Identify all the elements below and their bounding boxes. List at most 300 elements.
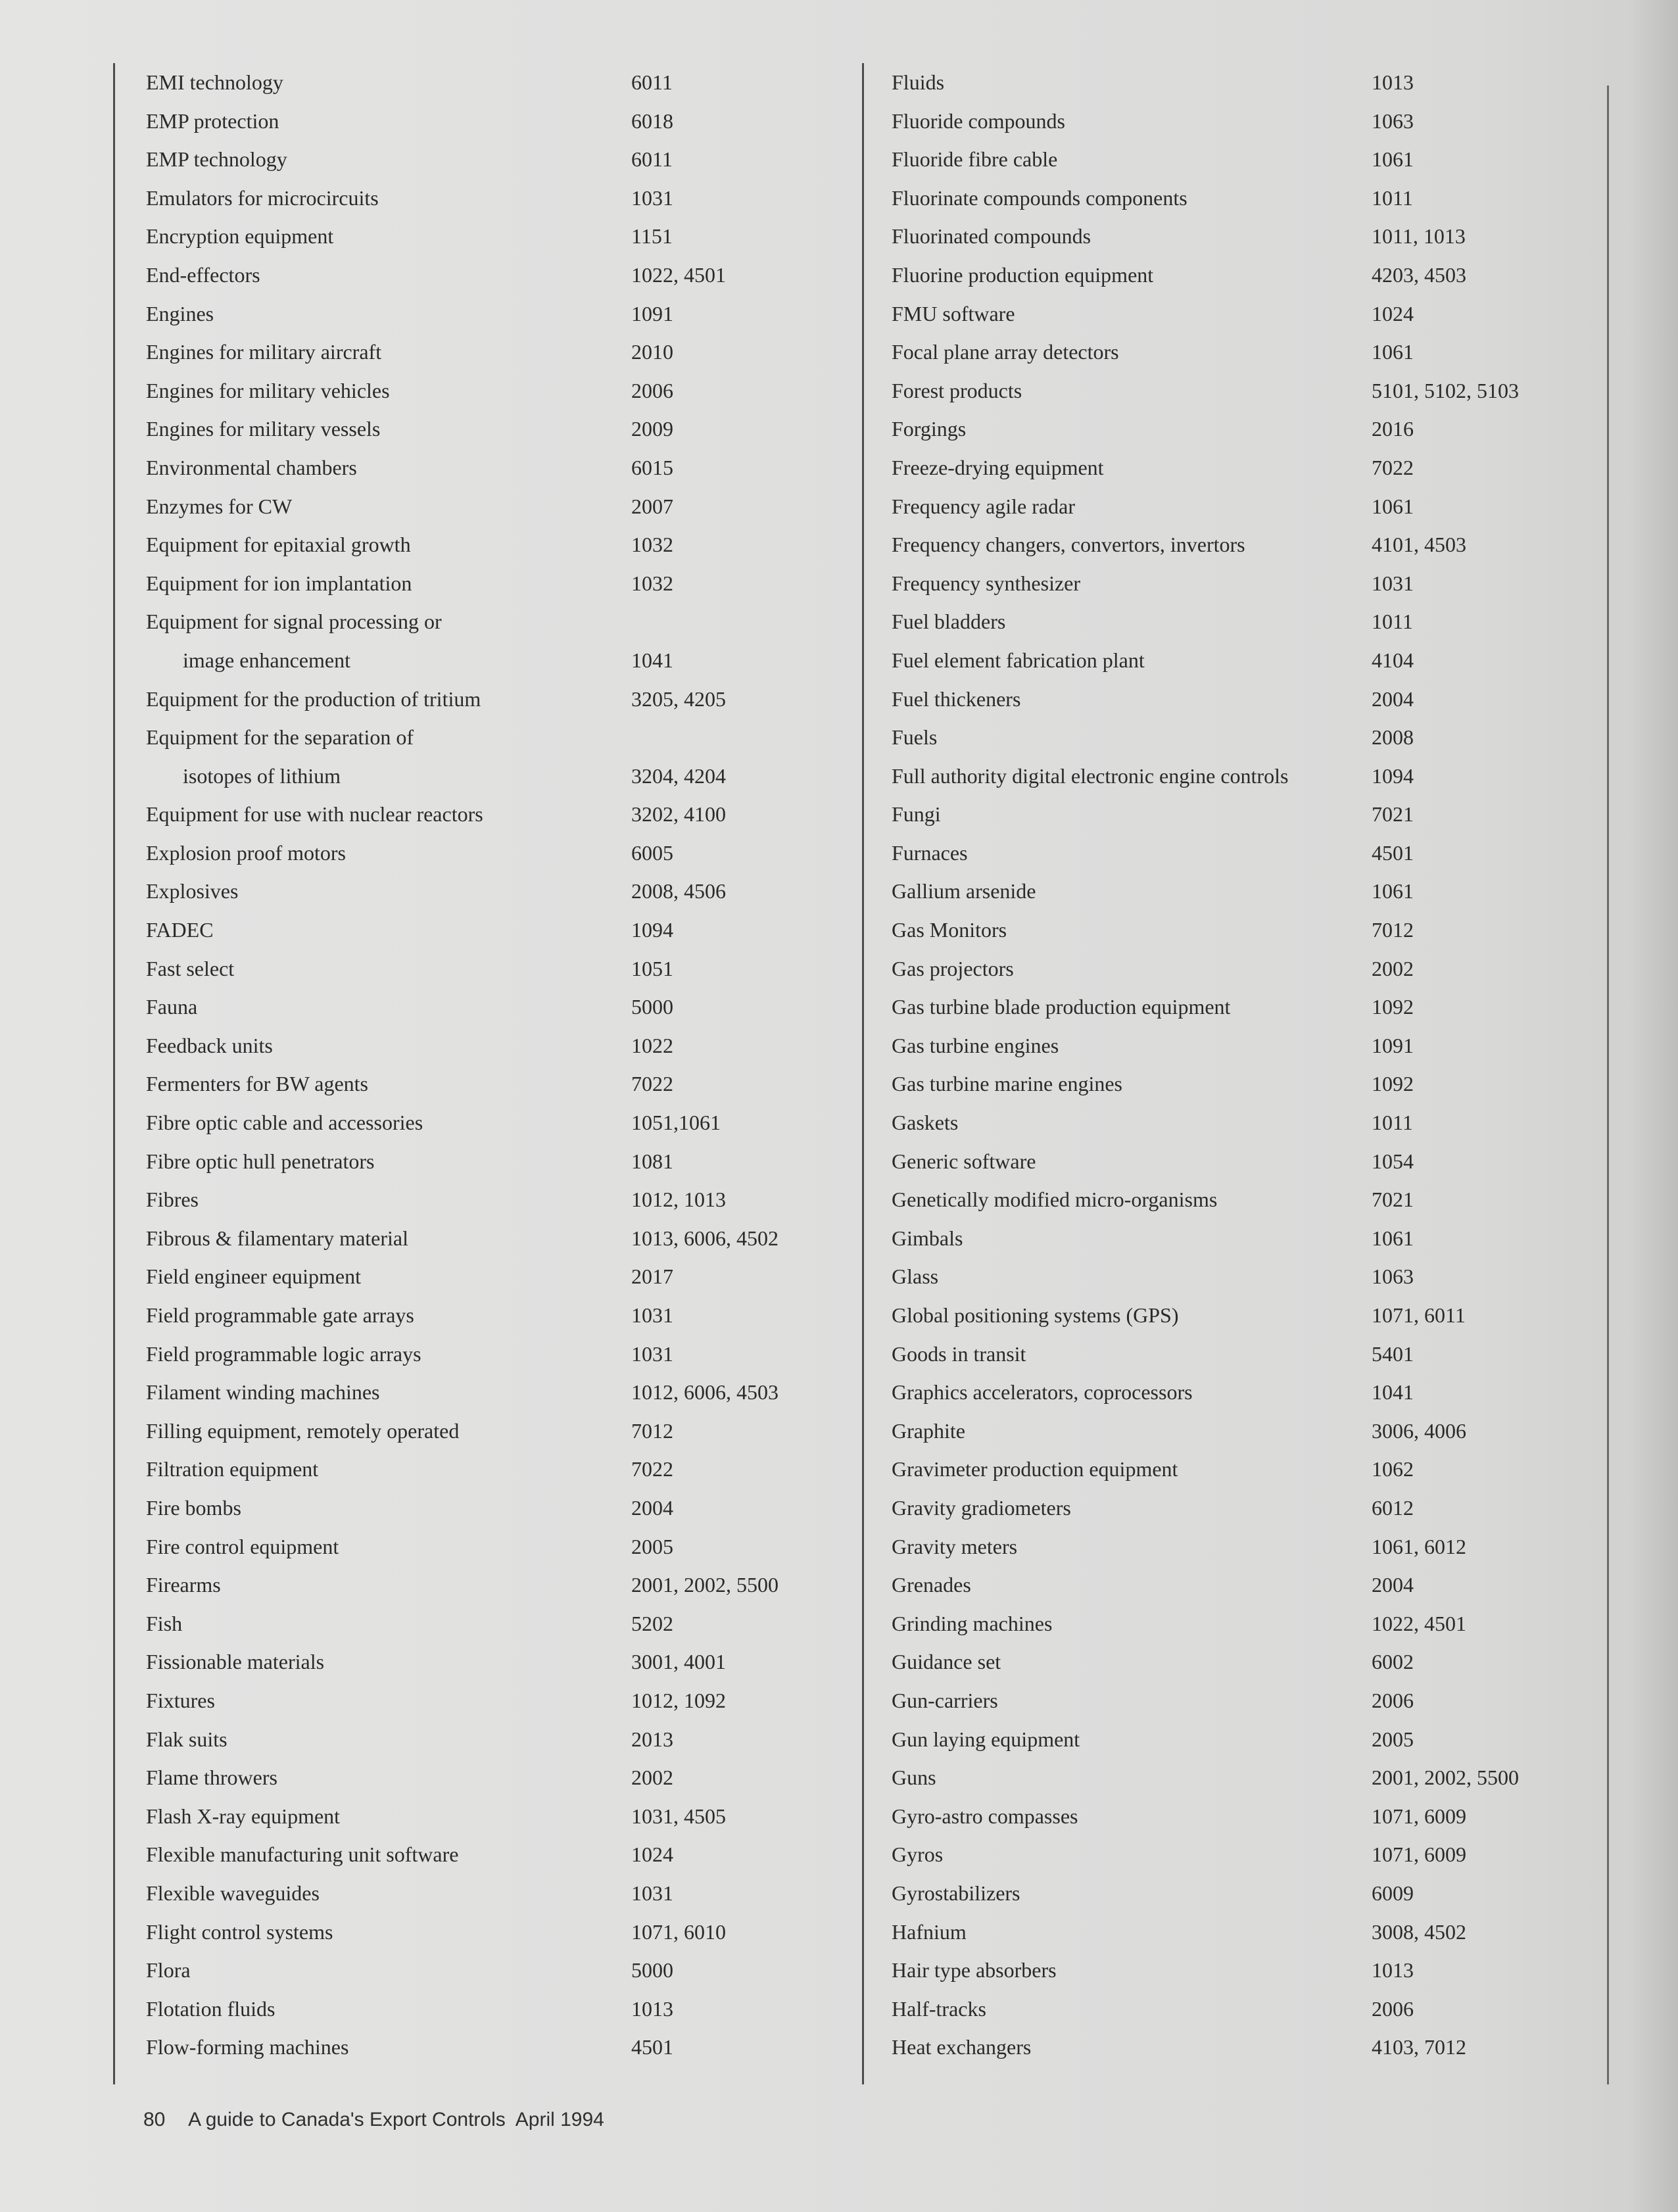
index-entry (146, 1758, 850, 1797)
index-entry (146, 372, 850, 410)
index-entry (892, 834, 1595, 873)
index-entry (892, 1026, 1595, 1065)
index-term: Engines (146, 301, 214, 325)
index-entry (146, 718, 850, 757)
index-entry (892, 1065, 1595, 1103)
index-term: Fungi (892, 802, 941, 827)
index-term: Forgings (892, 417, 967, 441)
index-term: Fixtures (146, 1688, 215, 1712)
index-entry (892, 564, 1595, 603)
index-term: Flora (146, 1958, 191, 1983)
index-term: Gun-carriers (892, 1688, 998, 1712)
index-entry (146, 1296, 850, 1335)
control-list-code: 2001, 2002, 5500 (631, 1573, 779, 1597)
index-entry (146, 63, 850, 102)
index-entry (892, 1951, 1595, 1990)
publication-title: A guide to Canada's Export Controls April 1994 (188, 2109, 604, 2130)
control-list-code: 5000 (631, 1958, 673, 1983)
index-term: Fuels (892, 725, 938, 750)
index-entry (892, 718, 1595, 757)
control-list-code: 1041 (631, 648, 673, 672)
index-entry (892, 1913, 1595, 1952)
index-term: Equipment for use with nuclear reactors (146, 802, 483, 827)
index-term: Graphite (892, 1418, 965, 1443)
index-term: Heat exchangers (892, 2035, 1032, 2059)
control-list-code: 2004 (1372, 686, 1414, 711)
control-list-code: 5000 (631, 995, 673, 1019)
index-term: Generic software (892, 1149, 1036, 1173)
index-entry (892, 795, 1595, 834)
index-entry (146, 1835, 850, 1874)
index-term: Gas turbine engines (892, 1033, 1059, 1057)
index-entry (146, 1065, 850, 1103)
index-entry (892, 1142, 1595, 1181)
index-entry (892, 1681, 1595, 1720)
page-edge-shadow (1632, 0, 1678, 2212)
control-list-code: 6005 (631, 840, 673, 865)
index-entry (892, 872, 1595, 911)
index-term: Full authority digital electronic engine controls (892, 763, 1289, 788)
index-term: Environmental chambers (146, 455, 357, 479)
control-list-code: 6002 (1372, 1650, 1414, 1674)
index-entry (892, 1219, 1595, 1258)
index-term: EMP protection (146, 108, 279, 133)
control-list-code: 7021 (1372, 1188, 1414, 1212)
index-term: Engines for military vehicles (146, 378, 390, 402)
control-list-code: 1061 (1372, 1226, 1414, 1250)
index-entry (146, 2028, 850, 2067)
index-entry (892, 1180, 1595, 1219)
control-list-code: 1012, 1013 (631, 1188, 726, 1212)
index-term: Grinding machines (892, 1611, 1053, 1635)
control-list-code: 2002 (1372, 956, 1414, 980)
control-list-code: 1063 (1372, 108, 1414, 133)
control-list-code: 1061, 6012 (1372, 1534, 1466, 1558)
index-term: Fuel bladders (892, 610, 1006, 634)
index-entry (892, 1835, 1595, 1874)
control-list-code: 1051,1061 (631, 1111, 721, 1135)
control-list-code: 1051 (631, 956, 673, 980)
index-entry (146, 641, 850, 680)
index-term: Frequency synthesizer (892, 571, 1081, 595)
index-term: Frequency changers, convertors, invertors (892, 533, 1245, 557)
index-term: Graphics accelerators, coprocessors (892, 1380, 1193, 1405)
index-term: Fire control equipment (146, 1534, 339, 1558)
index-term: Fluorine production equipment (892, 262, 1154, 287)
index-term: Firearms (146, 1573, 221, 1597)
index-term: Field engineer equipment (146, 1264, 362, 1289)
index-entry (146, 757, 850, 796)
index-term: Fluoride compounds (892, 108, 1065, 133)
control-list-code: 2013 (631, 1727, 673, 1751)
index-entry (146, 950, 850, 988)
control-list-code: 1031 (631, 185, 673, 210)
index-entry (146, 1913, 850, 1952)
control-list-code: 6012 (1372, 1495, 1414, 1520)
control-list-code: 1061 (1372, 879, 1414, 903)
control-list-code: 1094 (1372, 763, 1414, 788)
index-entry (146, 1180, 850, 1219)
index-term: Engines for military vessels (146, 417, 381, 441)
index-entry (892, 1489, 1595, 1527)
index-entry (146, 1874, 850, 1913)
control-list-code: 1013 (1372, 70, 1414, 94)
control-list-code: 2001, 2002, 5500 (1372, 1766, 1519, 1790)
index-term: Gas turbine marine engines (892, 1072, 1122, 1096)
index-term: Gravity meters (892, 1534, 1018, 1558)
control-list-code: 4501 (1372, 840, 1414, 865)
index-entry (146, 1219, 850, 1258)
index-term: Fire bombs (146, 1495, 241, 1520)
index-entry (146, 1257, 850, 1296)
index-term: Fluoride fibre cable (892, 147, 1058, 172)
control-list-code: 2010 (631, 340, 673, 364)
index-entry (892, 757, 1595, 796)
index-entry (892, 602, 1595, 641)
control-list-code: 2004 (1372, 1573, 1414, 1597)
index-entry (892, 448, 1595, 487)
index-term: Gallium arsenide (892, 879, 1036, 903)
index-term: Fluorinate compounds components (892, 185, 1187, 210)
index-term: isotopes of lithium (183, 763, 341, 788)
control-list-code: 1081 (631, 1149, 673, 1173)
control-list-code: 4203, 4503 (1372, 262, 1466, 287)
control-list-code: 1013 (1372, 1958, 1414, 1983)
index-entry (892, 295, 1595, 333)
control-list-code: 1071, 6009 (1372, 1804, 1466, 1828)
index-term: Gravimeter production equipment (892, 1457, 1178, 1481)
index-term: Equipment for signal processing or (146, 610, 442, 634)
index-entry (892, 1643, 1595, 1681)
index-entry (146, 217, 850, 256)
index-term: End-effectors (146, 262, 260, 287)
control-list-code: 1011 (1372, 185, 1413, 210)
control-list-code: 2017 (631, 1264, 673, 1289)
control-list-code: 5202 (631, 1611, 673, 1635)
index-entry (146, 1643, 850, 1681)
index-term: Equipment for the separation of (146, 725, 414, 750)
index-term: FADEC (146, 918, 214, 942)
control-list-code: 4101, 4503 (1372, 533, 1466, 557)
control-list-code: 3006, 4006 (1372, 1418, 1466, 1443)
index-term: Equipment for epitaxial growth (146, 533, 411, 557)
index-term: Guns (892, 1766, 936, 1790)
index-entry (146, 1489, 850, 1527)
index-entry (146, 1026, 850, 1065)
index-entry (146, 872, 850, 911)
control-list-code: 1011 (1372, 610, 1413, 634)
index-term: Flotation fluids (146, 1996, 276, 2021)
control-list-code: 2005 (1372, 1727, 1414, 1751)
index-term: Flow-forming machines (146, 2035, 349, 2059)
index-term: Gaskets (892, 1111, 959, 1135)
index-entry (146, 179, 850, 218)
index-term: Flame throwers (146, 1766, 277, 1790)
index-term: Fibre optic hull penetrators (146, 1149, 375, 1173)
index-term: Hair type absorbers (892, 1958, 1057, 1983)
index-entry (892, 1797, 1595, 1836)
index-entry (892, 1720, 1595, 1759)
index-entry (146, 1604, 850, 1643)
index-term: Fibres (146, 1188, 199, 1212)
index-entry (146, 1412, 850, 1451)
left-margin-rule (113, 63, 115, 2084)
index-entry (146, 680, 850, 719)
control-list-code: 4103, 7012 (1372, 2035, 1466, 2059)
control-list-code: 7021 (1372, 802, 1414, 827)
index-entry (146, 1681, 850, 1720)
index-entry (146, 295, 850, 333)
index-entry (146, 795, 850, 834)
index-term: Gun laying equipment (892, 1727, 1080, 1751)
index-entry (146, 333, 850, 372)
control-list-code: 4501 (631, 2035, 673, 2059)
index-term: Global positioning systems (GPS) (892, 1303, 1179, 1327)
index-entry (146, 911, 850, 950)
control-list-code: 1071, 6010 (631, 1919, 726, 1944)
index-term: EMI technology (146, 70, 283, 94)
control-list-code: 1024 (631, 1842, 673, 1867)
index-entry (146, 102, 850, 141)
index-entry (892, 1566, 1595, 1604)
index-term: Engines for military aircraft (146, 340, 382, 364)
right-margin-rule (1607, 85, 1609, 2084)
index-column-left (146, 63, 850, 2067)
control-list-code: 2008, 4506 (631, 879, 726, 903)
control-list-code: 1071, 6011 (1372, 1303, 1466, 1327)
control-list-code: 1061 (1372, 147, 1414, 172)
control-list-code: 1013 (631, 1996, 673, 2021)
page-footer (143, 2109, 604, 2131)
control-list-code: 1063 (1372, 1264, 1414, 1289)
index-term: Equipment for the production of tritium (146, 686, 481, 711)
index-term: FMU software (892, 301, 1015, 325)
control-list-code: 2006 (1372, 1996, 1414, 2021)
control-list-code: 1094 (631, 918, 673, 942)
index-entry (892, 179, 1595, 218)
control-list-code: 1012, 6006, 4503 (631, 1380, 779, 1405)
index-entry (146, 1990, 850, 2029)
control-list-code: 2007 (631, 494, 673, 518)
index-term: Fish (146, 1611, 183, 1635)
index-term: Fermenters for BW agents (146, 1072, 368, 1096)
index-entry (892, 1990, 1595, 2029)
index-term: Fast select (146, 956, 235, 980)
control-list-code: 1151 (631, 224, 673, 249)
control-list-code: 7012 (631, 1418, 673, 1443)
control-list-code: 1031 (631, 1303, 673, 1327)
index-term: Gyros (892, 1842, 944, 1867)
control-list-code: 3008, 4502 (1372, 1919, 1466, 1944)
index-term: Fuel element fabrication plant (892, 648, 1145, 672)
index-entry (146, 256, 850, 295)
index-term: Flak suits (146, 1727, 228, 1751)
control-list-code: 3001, 4001 (631, 1650, 726, 1674)
index-term: Fibrous & filamentary material (146, 1226, 408, 1250)
index-entry (146, 1373, 850, 1412)
index-term: Fuel thickeners (892, 686, 1021, 711)
center-column-rule (862, 63, 864, 2084)
index-term: Enzymes for CW (146, 494, 293, 518)
control-list-code: 1091 (1372, 1033, 1414, 1057)
index-entry (892, 525, 1595, 564)
index-term: Filtration equipment (146, 1457, 319, 1481)
index-entry (892, 372, 1595, 410)
control-list-code: 7022 (631, 1072, 673, 1096)
index-column-right (892, 63, 1595, 2067)
index-entry (146, 564, 850, 603)
index-term: Focal plane array detectors (892, 340, 1119, 364)
control-list-code: 1031, 4505 (631, 1804, 726, 1828)
control-list-code: 1092 (1372, 995, 1414, 1019)
index-entry (892, 988, 1595, 1026)
control-list-code: 1031 (631, 1341, 673, 1366)
index-term: Half-tracks (892, 1996, 986, 2021)
control-list-code: 1031 (631, 1881, 673, 1905)
index-term: Field programmable logic arrays (146, 1341, 421, 1366)
control-list-code: 6015 (631, 455, 673, 479)
index-term: Flexible manufacturing unit software (146, 1842, 459, 1867)
control-list-code: 1022, 4501 (631, 262, 726, 287)
control-list-code: 1041 (1372, 1380, 1414, 1405)
index-term: Gas projectors (892, 956, 1014, 980)
control-list-code: 1012, 1092 (631, 1688, 726, 1712)
index-entry (892, 1257, 1595, 1296)
index-term: Freeze-drying equipment (892, 455, 1104, 479)
index-entry (892, 1758, 1595, 1797)
control-list-code: 3205, 4205 (631, 686, 726, 711)
index-entry (146, 140, 850, 179)
control-list-code: 7012 (1372, 918, 1414, 942)
index-term: Fauna (146, 995, 198, 1019)
index-term: Glass (892, 1264, 939, 1289)
control-list-code: 2016 (1372, 417, 1414, 441)
control-list-code: 4104 (1372, 648, 1414, 672)
index-term: Fibre optic cable and accessories (146, 1111, 423, 1135)
index-term: Explosion proof motors (146, 840, 346, 865)
index-term: Filling equipment, remotely operated (146, 1418, 460, 1443)
index-term: Explosives (146, 879, 239, 903)
control-list-code: 1071, 6009 (1372, 1842, 1466, 1867)
index-term: Gyro-astro compasses (892, 1804, 1078, 1828)
control-list-code: 2006 (1372, 1688, 1414, 1712)
index-entry (892, 1527, 1595, 1566)
control-list-code: 3204, 4204 (631, 763, 726, 788)
index-entry (146, 1797, 850, 1836)
index-entry (892, 1450, 1595, 1489)
index-term: Guidance set (892, 1650, 1001, 1674)
index-entry (146, 1103, 850, 1142)
index-entry (892, 102, 1595, 141)
index-term: Flight control systems (146, 1919, 333, 1944)
index-term: Genetically modified micro-organisms (892, 1188, 1218, 1212)
control-list-code: 5401 (1372, 1341, 1414, 1366)
index-entry (146, 1566, 850, 1604)
control-list-code: 5101, 5102, 5103 (1372, 378, 1519, 402)
index-entry (892, 140, 1595, 179)
control-list-code: 2008 (1372, 725, 1414, 750)
index-entry (892, 1335, 1595, 1374)
control-list-code: 1011, 1013 (1372, 224, 1466, 249)
control-list-code: 1062 (1372, 1457, 1414, 1481)
control-list-code: 6011 (631, 70, 673, 94)
index-entry (146, 834, 850, 873)
index-entry (146, 525, 850, 564)
control-list-code: 3202, 4100 (631, 802, 726, 827)
index-entry (146, 448, 850, 487)
index-term: Goods in transit (892, 1341, 1026, 1366)
control-list-code: 1054 (1372, 1149, 1414, 1173)
index-term: Fluorinated compounds (892, 224, 1091, 249)
index-entry (892, 2028, 1595, 2067)
index-term: Fluids (892, 70, 945, 94)
control-list-code: 2009 (631, 417, 673, 441)
index-entry (146, 1335, 850, 1374)
index-term: Gravity gradiometers (892, 1495, 1071, 1520)
index-entry (892, 1412, 1595, 1451)
index-entry (892, 217, 1595, 256)
index-entry (892, 1604, 1595, 1643)
control-list-code: 6011 (631, 147, 673, 172)
index-term: Gyrostabilizers (892, 1881, 1020, 1905)
index-entry (146, 1951, 850, 1990)
control-list-code: 2006 (631, 378, 673, 402)
control-list-code: 1024 (1372, 301, 1414, 325)
control-list-code: 2005 (631, 1534, 673, 1558)
index-term: Filament winding machines (146, 1380, 380, 1405)
control-list-code: 2004 (631, 1495, 673, 1520)
index-term: Grenades (892, 1573, 971, 1597)
index-entry (146, 410, 850, 448)
control-list-code: 1022 (631, 1033, 673, 1057)
control-list-code: 1091 (631, 301, 673, 325)
index-entry (146, 1527, 850, 1566)
control-list-code: 1022, 4501 (1372, 1611, 1466, 1635)
index-term: Gas turbine blade production equipment (892, 995, 1231, 1019)
control-list-code: 1031 (1372, 571, 1414, 595)
index-term: Gas Monitors (892, 918, 1007, 942)
page-number: 80 (143, 2109, 166, 2130)
index-term: Forest products (892, 378, 1022, 402)
index-entry (146, 487, 850, 526)
control-list-code: 1032 (631, 571, 673, 595)
control-list-code: 2002 (631, 1766, 673, 1790)
control-list-code: 7022 (631, 1457, 673, 1481)
index-term: Feedback units (146, 1033, 273, 1057)
index-term: Emulators for microcircuits (146, 185, 379, 210)
index-term: Fissionable materials (146, 1650, 325, 1674)
index-term: Field programmable gate arrays (146, 1303, 414, 1327)
index-entry (892, 256, 1595, 295)
index-entry (892, 641, 1595, 680)
control-list-code: 1032 (631, 533, 673, 557)
index-entry (146, 1142, 850, 1181)
index-entry (892, 1296, 1595, 1335)
index-term: Flash X-ray equipment (146, 1804, 341, 1828)
control-list-code: 1011 (1372, 1111, 1413, 1135)
index-entry (146, 988, 850, 1026)
index-entry (892, 1874, 1595, 1913)
index-entry (892, 1373, 1595, 1412)
index-entry (892, 333, 1595, 372)
control-list-code: 6009 (1372, 1881, 1414, 1905)
index-term: Equipment for ion implantation (146, 571, 412, 595)
index-entry (892, 1103, 1595, 1142)
control-list-code: 1061 (1372, 340, 1414, 364)
index-entry (146, 1720, 850, 1759)
control-list-code: 6018 (631, 108, 673, 133)
control-list-code: 1061 (1372, 494, 1414, 518)
